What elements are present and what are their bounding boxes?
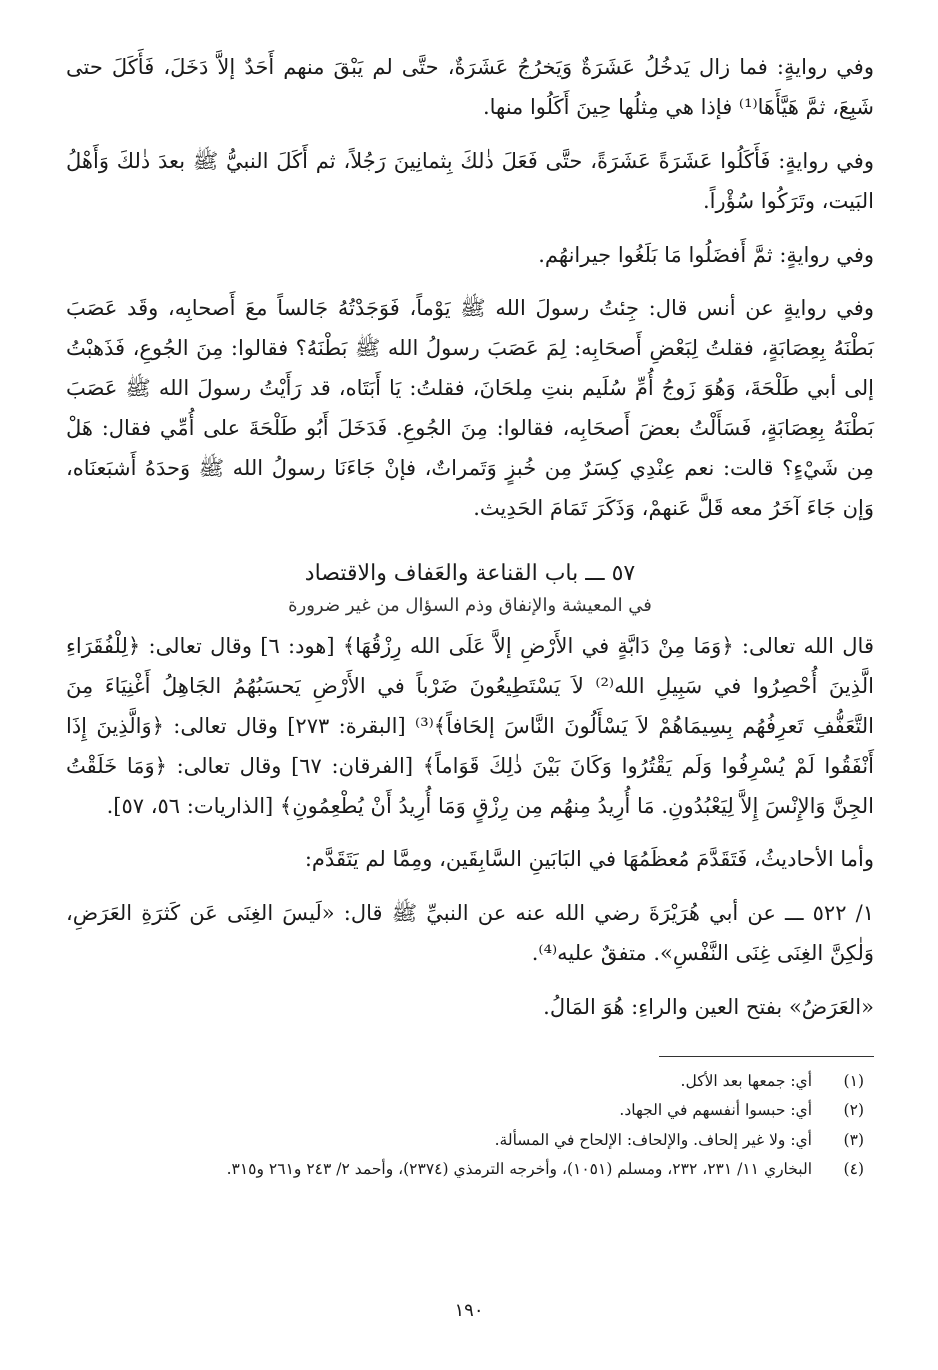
footnotes xyxy=(66,1067,864,1185)
footnote-text: أي: ولا غير إلحاف. والإلحاف: الإلحاح في المسألة. xyxy=(494,1130,812,1149)
body-paragraph-2: وفي روايةٍ: فَأَكَلُوا عَشَرَةً عَشَرَةً، حتَّى فَعَلَ ذٰلكَ بِثمانِينَ رَجُلاً، ثم أَكَلَ النبيُّ ﷺ بعدَ ذٰلكَ وَأَهْلُ البَيت، وتَرَكُوا سُؤْراً. xyxy=(66,148,874,213)
footnote-item xyxy=(66,1155,864,1184)
hadith-paragraph: ١/ ٥٢٢ ـــ عن أبي هُرَيْرَةَ رضي الله عنه عن النبيِّ ﷺ قال: «لَيسَ الغِنَى عَن كَثرَةِ العَرَضِ، وَلٰكِنَّ الغِنَى غِنَى النَّفْسِ». متفقٌ عليه⁽⁴⁾. xyxy=(66,901,874,966)
footnote-number: (١) xyxy=(843,1072,864,1090)
footnote-text: أي: جمعها بعد الأكل. xyxy=(680,1072,812,1090)
footnote-item xyxy=(66,1126,864,1155)
page-number: ١٩٠ xyxy=(454,1300,484,1321)
footnote-divider xyxy=(659,1056,874,1057)
footnote-number: (٣) xyxy=(843,1130,864,1149)
hadith-explanation: «العَرَضُ» بفتح العين والراءِ: هُوَ المَالُ. xyxy=(543,995,874,1020)
footnote-item xyxy=(66,1067,864,1096)
body-paragraph-1: وفي روايةٍ: فما زال يَدخُلُ عَشَرَةٌ وَيَخرُجُ عَشَرَةٌ، حتَّى لم يَبْقَ منهم أَحَدٌ إلاَّ دَخَلَ، فَأَكَلَ حتى شَبِعَ، ثمَّ هَيَّأَهَا⁽¹⁾ فإذا هي مِثلُها حِينَ أَكَلُوا منها. xyxy=(66,55,874,119)
chapter-subtitle: في المعيشة والإنفاق وذم السؤال من غير ضرورة xyxy=(288,595,652,617)
chapter-hadith-intro: وأما الأحاديثُ، فَتَقَدَّمَ مُعظَمُهَا في البَابَينِ السَّابِقَين، ومِمَّا لم يَتَقَدَّم: xyxy=(304,847,874,872)
body-paragraph-4: وفي روايةٍ عن أنس قال: جِئتُ رسولَ الله ﷺ يَوْماً، فَوَجَدْتُهُ جَالساً معَ أَصحابِه، وقَد عَصَبَ بَطْنَهُ بِعِصَابَةٍ، فقلتُ لِبَعْضِ أَصحَابِه: لِمَ عَصَبَ رسولُ الله ﷺ بَطْنَهُ؟ فقالوا: مِنَ الجُوعِ، فَذَهبْتُ إلى أبي طَلْحَةَ، وَهُوَ زَوجُ أُمِّ سُلَيم بنتِ مِلحَانَ، فقلتُ: يَا أَبَتَاه، قد رَأَيْتُ رسولَ الله ﷺ عَصَبَ بَطْنَهُ بِعِصَابَةٍ، فَسَأَلْتُ بعضَ أَصحَابِه، فقالوا: مِنَ الجُوعِ. فَدَخَلَ أَبُو طَلْحَةَ على أُمِّي فقال: هَلْ مِن شَيْءٍ؟ قالت: نعم عِنْدِي كِسَرٌ مِن خُبزٍ وَتَمراتٌ، فإنْ جَاءَنَا رسولُ الله ﷺ وَحدَهُ أَشبَعنَاه، وَإن جَاءَ آخَرُ معه قَلَّ عَنهمْ، وَذَكَرَ تَمَامَ الحَدِيث. xyxy=(66,296,874,520)
chapter-title: ٥٧ ـــ باب القناعة والعَفاف والاقتصاد xyxy=(304,560,636,586)
footnote-text: البخاري ١١/ ٢٣١، ٢٣٢، ومسلم (١٠٥١)، وأخرجه الترمذي (٢٣٧٤)، وأحمد ٢/ ٢٤٣ و٢٦١ و٣١٥. xyxy=(226,1160,812,1179)
footnote-text: أي: حبسوا أنفسهم في الجهاد. xyxy=(619,1101,812,1120)
chapter-verses-paragraph: قال الله تعالى: ﴿وَمَا مِنْ دَابَّةٍ في الأَرْضِ إلاَّ عَلَى الله رِزْقُهَا﴾ [هود: ٦] وقال تعالى: ﴿لِلْفُقَرَاءِ الَّذِينَ أُحْصِرُوا في سَبِيلِ الله⁽²⁾ لاَ يَسْتَطِيعُونَ ضَرْباً في الأَرْضِ يَحسَبُهُمُ الجَاهِلُ أَغْنِيَاءَ مِنَ التَّعَفُّفِ تَعرِفُهُم بِسِيمَاهُمْ لاَ يَسْأَلُونَ النَّاسَ إلحَافاً﴾⁽³⁾ [البقرة: ٢٧٣] وقال تعالى: ﴿وَالَّذِينَ إِذَا أَنْفَقُوا لَمْ يُسْرِفُوا وَلَم يَقْتُرُوا وَكَانَ بَيْنَ ذٰلِكَ قَوَاماً﴾ [الفرقان: ٦٧] وقال تعالى: ﴿وَمَا خَلَقْتُ الجِنَّ وَالإِنْسَ إِلاَّ لِيَعْبُدُونِ. مَا أُرِيدُ مِنهُم مِن رِزْقٍ وَمَا أُرِيدُ أَنْ يُطْعِمُونِ﴾ [الذاريات: ٥٦، ٥٧]. xyxy=(66,633,874,818)
chapter-heading xyxy=(66,555,874,621)
footnote-number: (٢) xyxy=(843,1101,864,1120)
footnote-number: (٤) xyxy=(843,1160,864,1179)
body-paragraph-3: وفي روايةٍ: ثمَّ أَفضَلُوا مَا بَلَغُوا جيرانهُم. xyxy=(538,242,874,267)
footnote-item xyxy=(66,1096,864,1125)
